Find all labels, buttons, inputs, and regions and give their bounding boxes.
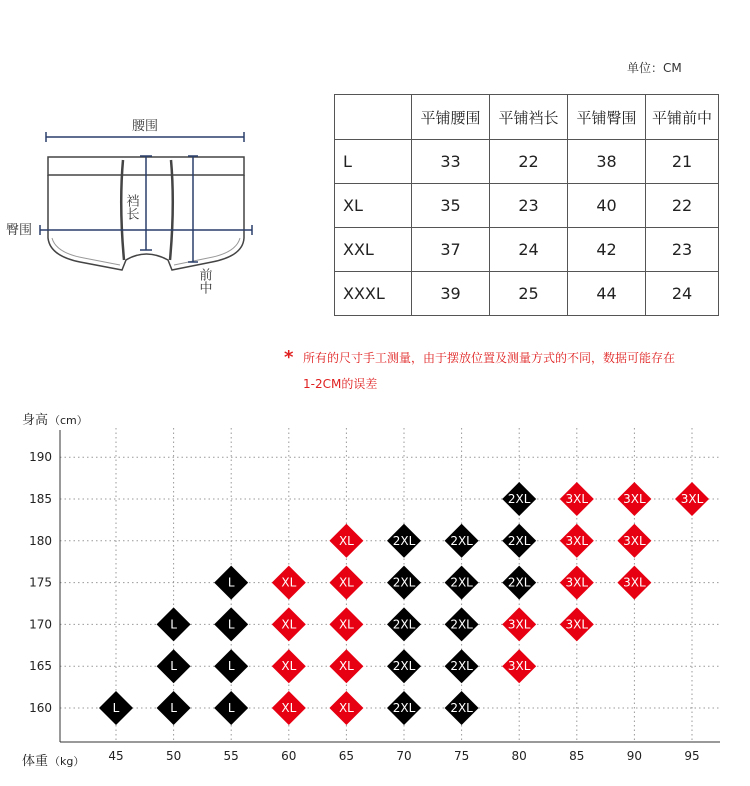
x-tick-label: 75 bbox=[453, 749, 470, 763]
unit-label: 单位：CM bbox=[627, 61, 682, 75]
value-cell: 35 bbox=[412, 184, 490, 228]
x-tick-label: 65 bbox=[338, 749, 355, 763]
size-marker bbox=[560, 566, 594, 600]
y-tick-label: 180 bbox=[29, 533, 52, 548]
size-marker-label: XL bbox=[338, 659, 354, 674]
size-marker-label: 2XL bbox=[507, 575, 531, 590]
size-marker-label: XL bbox=[281, 659, 297, 674]
value-cell: 38 bbox=[568, 140, 646, 184]
value-cell: 23 bbox=[646, 228, 719, 272]
size-marker bbox=[445, 607, 479, 641]
size-table-header bbox=[335, 95, 719, 140]
size-marker bbox=[214, 607, 248, 641]
size-marker bbox=[329, 566, 363, 600]
x-tick-label: 85 bbox=[569, 749, 585, 763]
x-axis-label: 体重 bbox=[22, 754, 49, 769]
size-marker bbox=[560, 607, 594, 641]
table-row bbox=[335, 272, 719, 316]
table-row bbox=[335, 140, 719, 184]
size-marker bbox=[617, 524, 651, 558]
size-marker bbox=[387, 691, 421, 725]
x-tick-label: 55 bbox=[223, 749, 239, 763]
size-marker-label: 2XL bbox=[392, 533, 416, 548]
value-cell: 22 bbox=[646, 184, 719, 228]
value-cell: 24 bbox=[646, 272, 719, 316]
size-recommendation-chart bbox=[0, 400, 750, 786]
y-axis-unit: （cm） bbox=[49, 414, 88, 427]
size-marker-label: 3XL bbox=[623, 533, 646, 548]
header-cell: 平铺腰围 bbox=[412, 95, 490, 140]
size-marker-label: 3XL bbox=[565, 617, 589, 632]
value-cell: 44 bbox=[568, 272, 646, 316]
value-cell: 39 bbox=[412, 272, 490, 316]
table-row bbox=[335, 228, 719, 272]
value-cell: 40 bbox=[568, 184, 646, 228]
y-tick-label: 190 bbox=[29, 450, 52, 465]
size-marker bbox=[445, 524, 479, 558]
x-tick-label: 60 bbox=[281, 749, 297, 763]
size-marker bbox=[157, 607, 191, 641]
size-marker-label: L bbox=[170, 659, 177, 674]
size-marker bbox=[272, 607, 306, 641]
underwear-diagram bbox=[0, 110, 270, 300]
size-marker bbox=[617, 482, 651, 516]
size-marker bbox=[157, 649, 191, 683]
size-marker bbox=[502, 566, 536, 600]
y-tick-label: 170 bbox=[29, 617, 52, 632]
size-marker-label: L bbox=[227, 617, 235, 632]
size-marker bbox=[214, 691, 248, 725]
y-tick-label: 175 bbox=[29, 575, 52, 590]
size-marker-label: XL bbox=[338, 533, 354, 548]
size-marker-label: 2XL bbox=[507, 492, 531, 506]
size-marker bbox=[387, 524, 421, 558]
size-marker-label: 2XL bbox=[392, 659, 416, 674]
x-tick-label: 45 bbox=[108, 749, 124, 763]
size-marker bbox=[445, 649, 479, 683]
size-marker-label: L bbox=[227, 659, 235, 674]
size-cell: XL bbox=[335, 184, 412, 228]
size-marker-label: XL bbox=[281, 617, 297, 632]
size-cell: XXL bbox=[335, 228, 412, 272]
value-cell: 22 bbox=[490, 140, 568, 184]
waist-label: 腰围 bbox=[132, 119, 159, 134]
size-marker-label: XL bbox=[338, 701, 354, 715]
size-marker-label: 3XL bbox=[565, 492, 589, 506]
size-marker-label: 2XL bbox=[450, 617, 473, 632]
size-marker-label: 3XL bbox=[565, 533, 589, 548]
size-marker-label: XL bbox=[338, 575, 354, 590]
value-cell: 33 bbox=[412, 140, 490, 184]
size-marker-label: L bbox=[170, 617, 177, 632]
size-marker-label: 2XL bbox=[450, 533, 473, 548]
size-marker-label: 2XL bbox=[507, 533, 531, 548]
size-marker-label: 3XL bbox=[623, 492, 646, 506]
size-marker bbox=[157, 691, 191, 725]
size-marker-label: 3XL bbox=[565, 575, 589, 590]
y-tick-label: 165 bbox=[29, 659, 52, 674]
y-axis-label: 身高 bbox=[22, 413, 49, 428]
size-marker bbox=[560, 482, 594, 516]
note-line-1: 所有的尺寸手工测量，由于摆放位置及测量方式的不同，数据可能存在 bbox=[303, 351, 676, 365]
size-marker bbox=[617, 566, 651, 600]
size-marker bbox=[329, 607, 363, 641]
size-marker bbox=[214, 649, 248, 683]
size-marker-label: L bbox=[227, 575, 235, 590]
size-marker-label: XL bbox=[281, 575, 297, 590]
table-row bbox=[335, 184, 719, 228]
hip-label: 臀围 bbox=[6, 223, 33, 238]
x-tick-label: 90 bbox=[626, 749, 643, 763]
size-marker-label: XL bbox=[281, 701, 297, 715]
x-tick-label: 95 bbox=[684, 749, 700, 763]
x-tick-label: 50 bbox=[165, 749, 182, 763]
header-cell: 平铺臀围 bbox=[568, 95, 646, 140]
size-marker bbox=[99, 691, 133, 725]
value-cell: 42 bbox=[568, 228, 646, 272]
size-marker bbox=[502, 482, 536, 516]
front-center-label: 前中 bbox=[196, 268, 212, 294]
size-marker bbox=[502, 649, 536, 683]
x-tick-label: 80 bbox=[511, 749, 527, 763]
header-cell: 平铺裆长 bbox=[490, 95, 568, 140]
size-marker-label: 3XL bbox=[507, 659, 531, 674]
size-marker bbox=[329, 524, 363, 558]
note-asterisk-icon: * bbox=[284, 347, 294, 368]
size-marker bbox=[502, 524, 536, 558]
value-cell: 25 bbox=[490, 272, 568, 316]
y-tick-label: 160 bbox=[29, 701, 52, 715]
size-marker-label: L bbox=[112, 701, 120, 715]
size-marker-label: 2XL bbox=[392, 575, 416, 590]
size-table bbox=[334, 94, 719, 316]
size-marker bbox=[387, 566, 421, 600]
size-marker-label: 3XL bbox=[680, 492, 704, 506]
y-tick-labels bbox=[29, 450, 52, 715]
value-cell: 24 bbox=[490, 228, 568, 272]
size-cell: L bbox=[335, 140, 412, 184]
y-tick-label: 185 bbox=[29, 492, 52, 506]
size-marker-label: L bbox=[227, 701, 235, 715]
x-tick-label: 70 bbox=[396, 749, 412, 763]
rise-label: 裆长 bbox=[123, 194, 139, 220]
header-cell: 平铺前中 bbox=[646, 95, 719, 140]
size-marker-label: L bbox=[170, 701, 177, 715]
size-marker bbox=[214, 566, 248, 600]
x-tick-labels bbox=[108, 749, 699, 763]
size-marker bbox=[387, 607, 421, 641]
size-marker bbox=[502, 607, 536, 641]
size-marker bbox=[445, 566, 479, 600]
size-marker bbox=[272, 691, 306, 725]
size-marker bbox=[272, 649, 306, 683]
header-cell bbox=[335, 95, 412, 140]
x-axis-unit: （kg） bbox=[49, 755, 85, 768]
size-marker-label: 2XL bbox=[392, 617, 416, 632]
value-cell: 23 bbox=[490, 184, 568, 228]
note-line-2: 1-2CM的误差 bbox=[303, 377, 378, 391]
size-marker-label: 2XL bbox=[392, 701, 416, 715]
value-cell: 37 bbox=[412, 228, 490, 272]
size-marker bbox=[560, 524, 594, 558]
size-marker bbox=[272, 566, 306, 600]
size-marker-label: 2XL bbox=[450, 701, 473, 715]
size-marker-label: 3XL bbox=[623, 575, 646, 590]
size-marker bbox=[329, 691, 363, 725]
size-marker bbox=[329, 649, 363, 683]
size-marker bbox=[445, 691, 479, 725]
size-marker-label: 3XL bbox=[507, 617, 531, 632]
size-cell: XXXL bbox=[335, 272, 412, 316]
size-marker bbox=[387, 649, 421, 683]
size-marker bbox=[675, 482, 709, 516]
size-marker-label: 2XL bbox=[450, 575, 473, 590]
size-marker-label: 2XL bbox=[450, 659, 473, 674]
value-cell: 21 bbox=[646, 140, 719, 184]
size-marker-label: XL bbox=[338, 617, 354, 632]
